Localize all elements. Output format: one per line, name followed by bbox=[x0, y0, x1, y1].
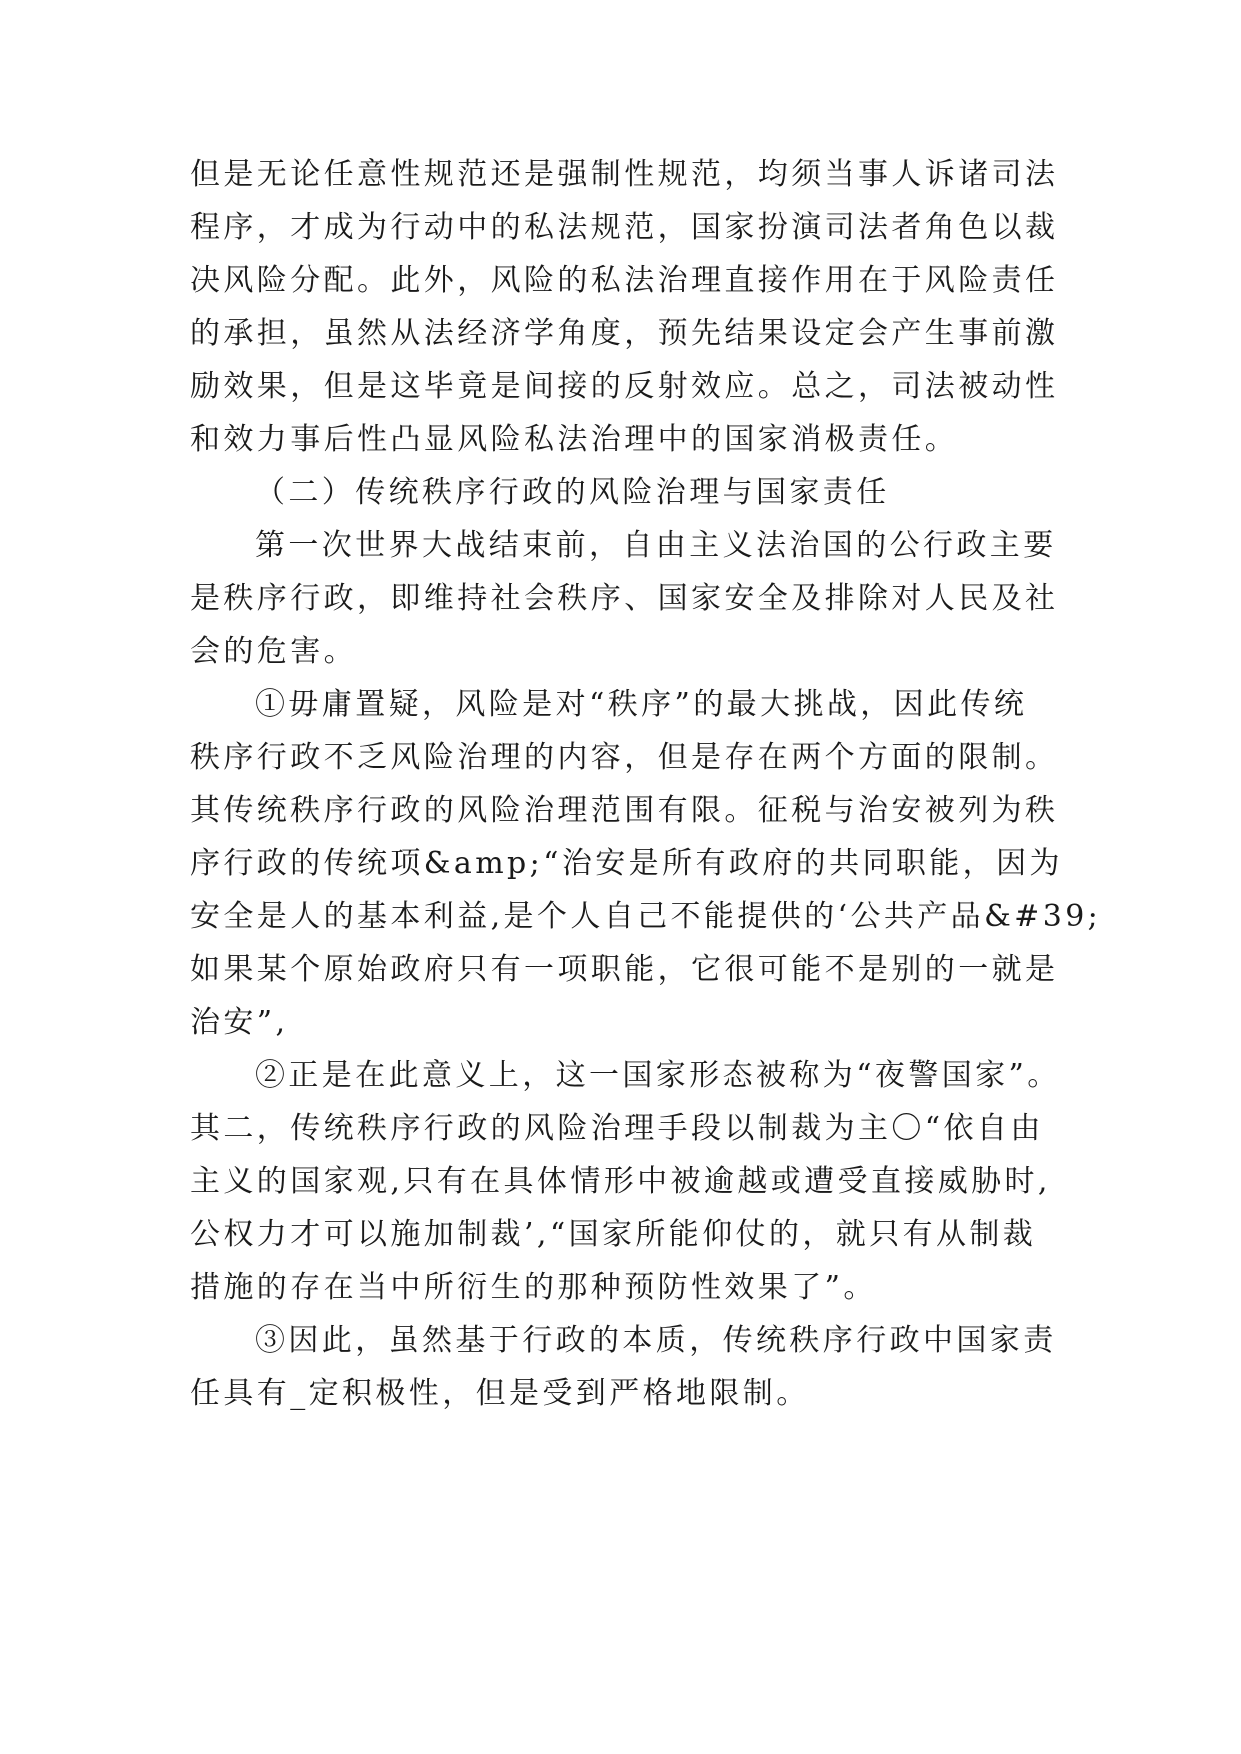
paragraph-line: 安全是人的基本利益,是个人自己不能提供的‘公共产品&#39; bbox=[190, 899, 1102, 934]
paragraph-line: 任具有_定积极性，但是受到严格地限制。 bbox=[190, 1376, 810, 1411]
paragraph-line: ②正是在此意义上，这一国家形态被称为“夜警国家”。 bbox=[255, 1058, 1061, 1093]
paragraph-line: 措施的存在当中所衍生的那种预防性效果了”。 bbox=[190, 1270, 877, 1305]
paragraph-line: 和效力事后性凸显风险私法治理中的国家消极责任。 bbox=[190, 422, 959, 457]
paragraph-line: 秩序行政不乏风险治理的内容，但是存在两个方面的限制。 bbox=[190, 740, 1059, 775]
paragraph-line: 的承担，虽然从法经济学角度，预先结果设定会产生事前激 bbox=[190, 316, 1059, 351]
section-heading: （二）传统秩序行政的风险治理与国家责任 bbox=[255, 475, 890, 510]
paragraph-line: 决风险分配。此外，风险的私法治理直接作用在于风险责任 bbox=[190, 263, 1059, 298]
paragraph-line: 其传统秩序行政的风险治理范围有限。征税与治安被列为秩 bbox=[190, 793, 1059, 828]
paragraph-line: 但是无论任意性规范还是强制性规范，均须当事人诉诸司法 bbox=[190, 157, 1059, 192]
paragraph-line: ①毋庸置疑，风险是对“秩序”的最大挑战，因此传统 bbox=[255, 687, 1028, 722]
paragraph-line: 是秩序行政，即维持社会秩序、国家安全及排除对人民及社 bbox=[190, 581, 1059, 616]
paragraph-line: 第一次世界大战结束前，自由主义法治国的公行政主要 bbox=[255, 528, 1057, 563]
paragraph-line: 其二，传统秩序行政的风险治理手段以制裁为主〇“依自由 bbox=[190, 1111, 1044, 1146]
paragraph-line: 主义的国家观,只有在具体情形中被逾越或遭受直接威胁时, bbox=[190, 1164, 1051, 1199]
paragraph-line: 会的危害。 bbox=[190, 634, 357, 669]
paragraph-line: 如果某个原始政府只有一项职能，它很可能不是别的一就是 bbox=[190, 952, 1059, 987]
paragraph-line: 励效果，但是这毕竟是间接的反射效应。总之，司法被动性 bbox=[190, 369, 1059, 404]
paragraph-line: ③因此，虽然基于行政的本质，传统秩序行政中国家责 bbox=[255, 1323, 1057, 1358]
paragraph-line: 序行政的传统项&amp;“治安是所有政府的共同职能，因为 bbox=[190, 846, 1063, 881]
paragraph-line: 公权力才可以施加制裁’,“国家所能仰仗的，就只有从制裁 bbox=[190, 1217, 1037, 1252]
paragraph-line: 程序，才成为行动中的私法规范，国家扮演司法者角色以裁 bbox=[190, 210, 1059, 245]
paragraph-line: 治安”, bbox=[190, 1005, 289, 1040]
